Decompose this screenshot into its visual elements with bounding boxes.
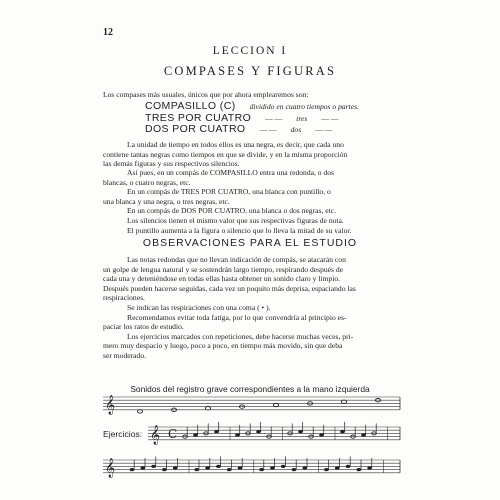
quarter-note: [214, 430, 219, 433]
quarter-note: [130, 468, 135, 471]
quarter-note: [281, 465, 286, 468]
meter-dash2: — —: [321, 114, 339, 123]
text-line: paciar los ratos de estudio.: [103, 322, 184, 332]
text-line: contiene tantas negras como tiempos en que se divide, y en la misma proporción: [103, 149, 348, 159]
meter-dash2: — —: [315, 125, 333, 134]
meter-desc: dos: [290, 125, 302, 134]
text-line: Los ejercicios marcados con repeticiones, debe hacerse muchas veces, pri-: [127, 331, 354, 341]
quarter-note: [270, 466, 275, 469]
quarter-note: [259, 468, 264, 471]
meter-desc: dividido en cuatro tiempos o partes.: [249, 102, 359, 111]
observations-heading: OBSERVACIONES PARA EL ESTUDIO: [142, 237, 358, 249]
quarter-note: [227, 468, 232, 471]
whole-note: [137, 410, 142, 413]
whole-note: [341, 400, 346, 403]
quarter-note: [216, 465, 221, 468]
quarter-note: [361, 433, 366, 436]
meter-name: DOS POR CUATRO: [145, 123, 246, 135]
text-line: La unidad de tiempo en todos ellos es una negra, es decir, que cada uno: [127, 140, 344, 149]
staff-exercise-1: [148, 422, 400, 445]
meter-desc: tres: [296, 114, 308, 123]
page-number: 12: [103, 27, 113, 38]
quarter-note: [340, 430, 345, 433]
quarter-note: [151, 465, 156, 468]
text-line: Se indican las respiraciones con una coma ( • ).: [127, 302, 271, 312]
exercises-label: Ejercicios:: [103, 429, 143, 439]
quarter-note: [319, 433, 324, 436]
whole-note: [205, 407, 210, 410]
intro-text: Los compases más usuales, únicos que por ahora emplearemos son:: [103, 90, 309, 99]
meter-name: COMPASILLO (C): [145, 100, 236, 112]
text-line: blancas, o cuatro negras, etc.: [103, 177, 191, 187]
treble-clef-icon: 𝄞: [105, 458, 116, 478]
text-line: Así pues, en un compás de COMPASILLO entra una redonda, o dos: [127, 168, 335, 177]
meter-dash: — —: [265, 114, 283, 123]
text-line: un golpe de lengua natural y se sostendrán largo tiempo, respirando después de: [103, 264, 344, 274]
text-line: En un compás de DOS POR CUATRO, una blanca o dos negras, etc.: [127, 206, 337, 216]
quarter-note: [367, 466, 372, 469]
quarter-note: [162, 468, 167, 471]
text-line: las demás figuras y sus respectivos silencios.: [103, 159, 240, 169]
quarter-note: [256, 430, 261, 433]
quarter-note: [195, 468, 200, 471]
quarter-note: [238, 466, 243, 469]
quarter-note: [193, 433, 198, 436]
meter-dash: — —: [259, 125, 277, 134]
text-line: respiraciones.: [103, 293, 145, 303]
treble-clef-icon: 𝄞: [150, 425, 161, 445]
text-line: cada una y deteniéndose en todas ellas hasta obtener un sonido claro y limpio.: [103, 274, 341, 284]
text-line: Recomendamos evitar toda fatiga, por lo que convendría al principio es-: [127, 312, 347, 322]
text-line: ser moderado.: [103, 350, 147, 360]
lesson-subheading: COMPASES Y FIGURAS: [163, 64, 337, 78]
text-line: Después pueden hacerse seguidas, cada vez un poquito más deprisa, espaciando las: [103, 283, 356, 293]
quarter-note: [357, 468, 362, 471]
register-title: Sonidos del registro grave correspondientes a la mano izquierda: [130, 384, 370, 394]
quarter-note: [324, 468, 329, 471]
quarter-note: [346, 465, 351, 468]
common-time-icon: C: [168, 427, 178, 441]
text-line: una blanca y una negra, o tres negras, etc.: [103, 196, 230, 206]
whole-note: [273, 403, 278, 406]
text-line: Los silencios tienen el mismo valor que sus respectivas figuras de nota.: [127, 215, 344, 225]
quarter-note: [298, 430, 303, 433]
quarter-note: [205, 466, 210, 469]
quarter-note: [141, 466, 146, 469]
quarter-note: [292, 468, 297, 471]
staff-register-notes: [103, 395, 400, 415]
text-line: El puntillo aumenta a la figura o silencio que lo lleva la mitad de su valor.: [127, 225, 352, 235]
quarter-note: [235, 433, 240, 436]
quarter-note: [173, 466, 178, 469]
staff-exercise-2: [103, 456, 400, 478]
quarter-note: [335, 466, 340, 469]
treble-clef-icon: 𝄞: [105, 395, 116, 415]
quarter-note: [303, 466, 308, 469]
lesson-heading: LECCION I: [212, 45, 288, 57]
text-line: Las notas redondas que no llevan indicación de compás, se atacarán con: [127, 255, 346, 264]
text-line: mero muy despacio y luego, poco a poco, en tiempo más movido, sin que deba: [103, 341, 343, 351]
text-line: En un compás de TRES POR CUATRO, una blanca con puntillo, o: [127, 187, 331, 197]
meter-name: TRES POR CUATRO: [145, 112, 252, 124]
